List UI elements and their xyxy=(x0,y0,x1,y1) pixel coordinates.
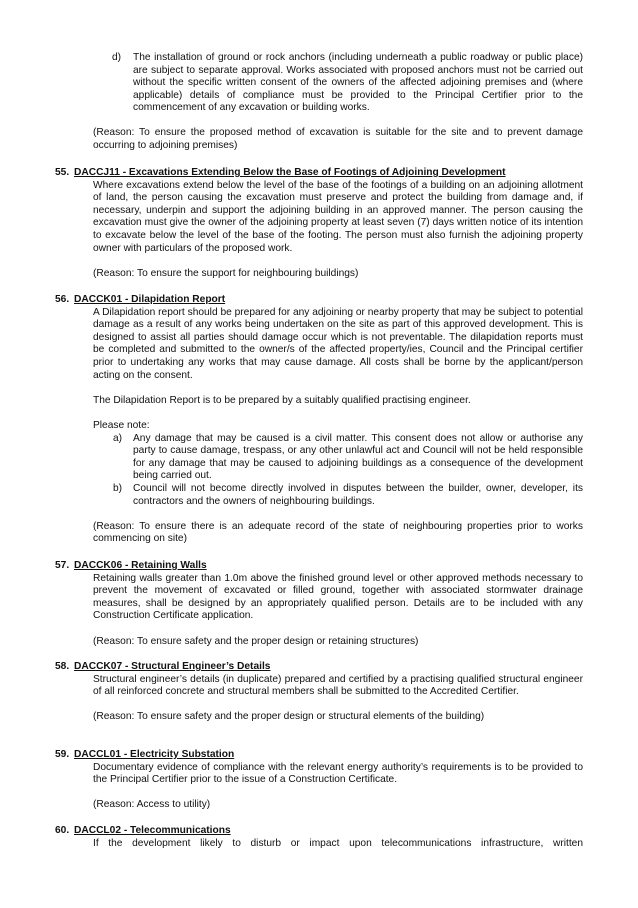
condition-number: 58. xyxy=(55,661,70,672)
condition-number: 57. xyxy=(55,560,70,571)
condition-heading xyxy=(55,749,583,762)
condition-number: 55. xyxy=(55,167,70,178)
condition-heading xyxy=(55,294,583,307)
condition-body-2: The Dilapidation Report is to be prepared by a suitably qualified practising engineer. xyxy=(93,394,471,406)
reason-text: (Reason: To ensure the proposed method of excavation is suitable for the site and to prevent damage occurring to adjoining premises) xyxy=(93,127,583,151)
condition-reason: (Reason: To ensure the support for neighbouring buildings) xyxy=(93,267,359,279)
condition-reason: (Reason: To ensure safety and the proper design or retaining structures) xyxy=(93,635,419,647)
condition-58 xyxy=(55,661,583,724)
list-item-text: The installation of ground or rock anchors (including underneath a public roadway or public place) are subject to separate approval. Works associated with proposed anchors must not be carried out without the specific written consent of the owners of the affected adjoining premises and (where applicable) details of compliance must be provided to the Principal Certifier prior to the commencement of any excavation or building works. xyxy=(133,52,583,114)
condition-number: 60. xyxy=(55,825,70,836)
condition-60 xyxy=(55,825,583,850)
note-item-b xyxy=(113,483,583,508)
note-marker: a) xyxy=(113,432,123,444)
condition-59 xyxy=(55,749,583,812)
condition-heading xyxy=(55,560,583,573)
condition-title: DACCJ11 - Excavations Extending Below the Base of Footings of Adjoining Development xyxy=(74,167,506,178)
note-text: Council will not become directly involved in disputes between the builder, owner, developer, its contractors and the owners of neighbouring buildings. xyxy=(133,482,583,507)
condition-title: DACCL01 - Electricity Substation xyxy=(74,749,235,760)
note-marker: b) xyxy=(113,482,123,494)
condition-body: Retaining walls greater than 1.0m above the finished ground level or other approved methods necessary to prevent the movement of excavated or filled ground, together with associated stormwater drainage measures, shall be designed by an appropriately qualified person. Details are to be included with any Construction Certificate application. xyxy=(93,572,583,622)
condition-56 xyxy=(55,294,583,546)
condition-57 xyxy=(55,560,583,648)
condition-heading xyxy=(55,825,583,838)
condition-body: A Dilapidation report should be prepared for any adjoining or nearby property that may be subject to potential damage as a result of any works being undertaken on the site as part of this approved development. This is designed to assist all parties should damage occur which is not preventable. The dilapidation reports must be completed and submitted to the owner/s of the affected property/ies, Council and the Principal certifier prior to undertaking any works that may cause damage. All costs shall be borne by the applicant/person acting on the consent. xyxy=(93,306,583,381)
condition-55 xyxy=(55,167,583,280)
condition-body: Structural engineer’s details (in duplicate) prepared and certified by a practising qualified structural engineer of all reinforced concrete and structural members shall be submitted to the Accredited Certifier. xyxy=(93,673,583,698)
condition-title: DACCK07 - Structural Engineer’s Details xyxy=(74,661,271,672)
condition-title: DACCK06 - Retaining Walls xyxy=(74,560,207,571)
condition-body: Where excavations extend below the level of the base of the footings of a building on an adjoining allotment of land, the person causing the excavation must preserve and protect the building from damage and, if necessary, underpin and support the adjoining building in an approved manner. The person causing the excavation must give the owner of the adjoining property at least seven (7) days written notice of its intention to excavate below the level of the base of the footing. The person must also furnish the adjoining property owner with particulars of the proposed work. xyxy=(93,179,583,254)
note-label: Please note: xyxy=(93,419,150,431)
note-text: Any damage that may be caused is a civil matter. This consent does not allow or authorise any party to cause damage, trespass, or any other unlawful act and Council will not be held responsible for any damage that may be caused to adjoining buildings as a consequence of the development being carried out. xyxy=(133,432,583,482)
condition-title: DACCL02 - Telecommunications xyxy=(74,825,231,836)
condition-heading xyxy=(55,661,583,674)
condition-body: Documentary evidence of compliance with the relevant energy authority’s requirements is to be provided to the Principal Certifier prior to the issue of a Construction Certificate. xyxy=(93,761,583,786)
condition-body: If the development likely to disturb or impact upon telecommunications infrastructure, written xyxy=(93,837,583,849)
condition-number: 56. xyxy=(55,294,70,305)
condition-reason: (Reason: Access to utility) xyxy=(93,799,211,811)
note-item-a xyxy=(113,433,583,483)
condition-reason: (Reason: To ensure there is an adequate record of the state of neighbouring properties prior to works commencing on site) xyxy=(93,520,583,545)
list-item-d xyxy=(112,52,583,115)
condition-heading xyxy=(55,167,583,180)
list-marker: d) xyxy=(112,52,122,63)
condition-reason: (Reason: To ensure safety and the proper design or structural elements of the building) xyxy=(93,711,485,723)
condition-title: DACCK01 - Dilapidation Report xyxy=(74,294,226,305)
condition-number: 59. xyxy=(55,749,70,760)
